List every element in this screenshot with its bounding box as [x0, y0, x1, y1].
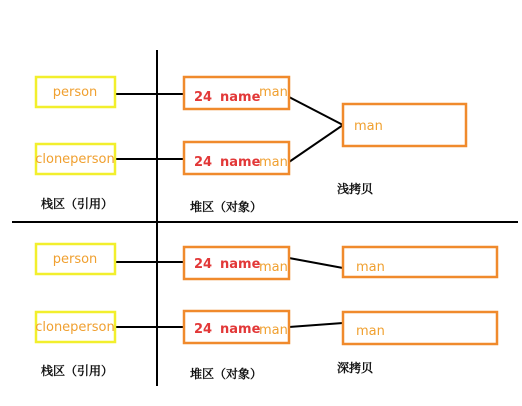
object-name-key: name: [220, 90, 261, 105]
section-title-shallow: 浅拷贝: [337, 182, 374, 196]
heap-object: [184, 142, 289, 174]
stack-ref-cloneperson: [35, 144, 115, 174]
string-object: [343, 247, 497, 277]
object-name-value: man: [259, 260, 288, 275]
ref-label: person: [52, 252, 98, 267]
section-title-deep: 深拷贝: [337, 361, 374, 375]
stack-caption: 栈区（引用）: [41, 197, 114, 211]
string-value: man: [356, 324, 385, 339]
connector-object2-to-string: [289, 323, 343, 327]
shared-string-object: [343, 104, 466, 146]
object-name-key: name: [220, 257, 261, 272]
object-name-value: man: [259, 323, 288, 338]
string-value: man: [356, 260, 385, 275]
object-age: 24: [194, 322, 213, 337]
shallow-copy-section: [35, 77, 466, 214]
string-object: [343, 312, 497, 344]
heap-caption: 堆区（对象）: [190, 200, 263, 214]
heap-object: [184, 311, 289, 343]
object-name-value: man: [259, 155, 288, 170]
stack-ref-person: [36, 77, 115, 107]
deep-copy-section: [35, 244, 497, 381]
object-age: 24: [194, 90, 213, 105]
object-name-value: man: [259, 85, 288, 100]
heap-caption: 堆区（对象）: [190, 367, 263, 381]
connector-object1-to-string: [289, 97, 343, 125]
object-age: 24: [194, 155, 213, 170]
stack-caption: 栈区（引用）: [41, 364, 114, 378]
ref-label: cloneperson: [35, 152, 115, 167]
string-value: man: [354, 119, 383, 134]
stack-ref-cloneperson: [35, 312, 115, 342]
heap-object: [184, 77, 289, 109]
object-age: 24: [194, 257, 213, 272]
ref-label: person: [52, 85, 98, 100]
object-name-key: name: [220, 322, 261, 337]
object-name-key: name: [220, 155, 261, 170]
connector-object2-to-string: [289, 125, 343, 162]
stack-ref-person: [36, 244, 115, 274]
ref-label: cloneperson: [35, 320, 115, 335]
heap-object: [184, 247, 289, 279]
connector-object1-to-string: [289, 258, 343, 268]
